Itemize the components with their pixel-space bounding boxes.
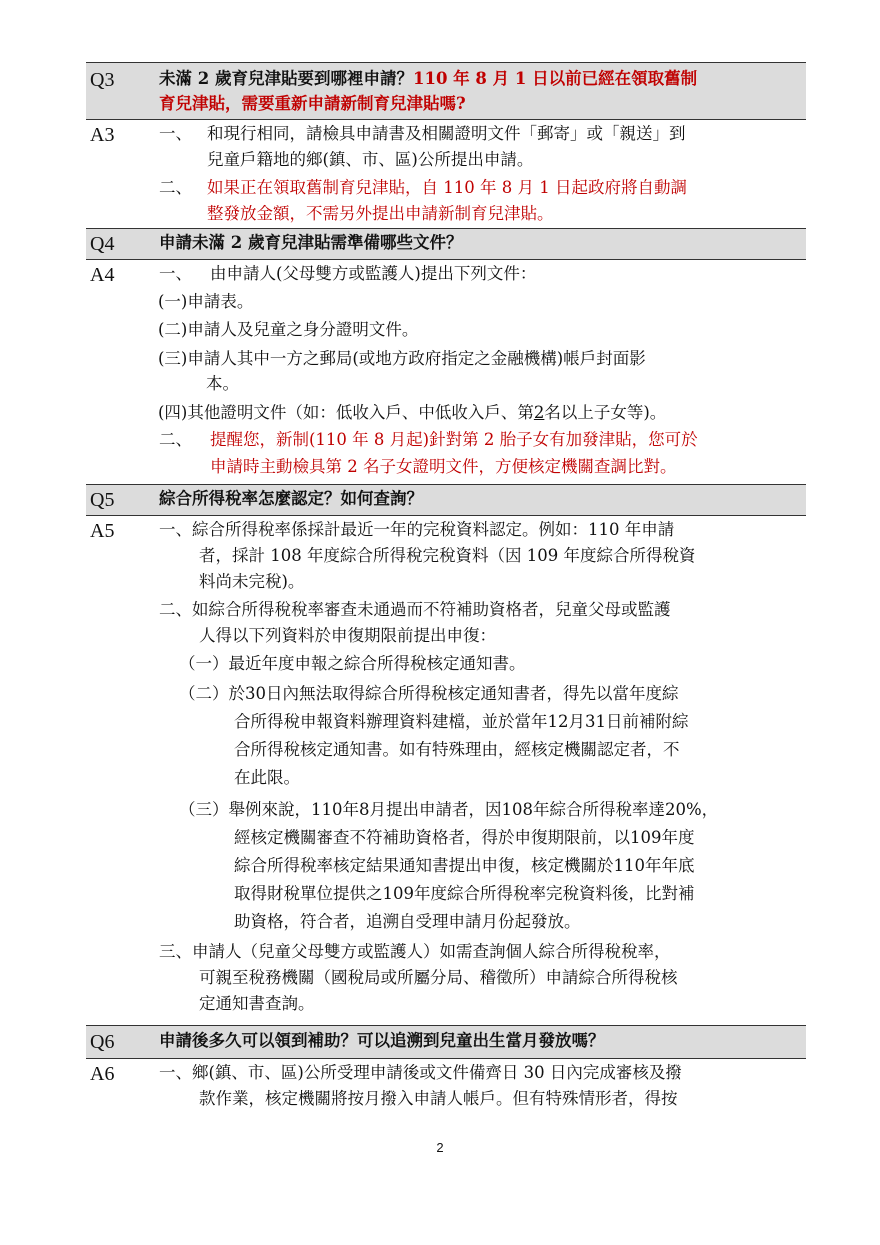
sub-item-text: (四)其他證明文件（如：低收入戶、中低收入戶、第 — [158, 403, 534, 422]
question-label: Q5 — [90, 489, 115, 511]
answer-text-line: 一、綜合所得稅率係採計最近一年的完稅資料認定。例如：110 年申請 — [159, 520, 675, 539]
page-number: 2 — [436, 1140, 444, 1155]
question-row-q5 — [86, 484, 806, 516]
answer-text-line: 整發放金額，不需另外提出申請新制育兒津貼。 — [207, 204, 554, 223]
answer-label: A5 — [90, 520, 115, 542]
answer-text-line: 料尚未完稅)。 — [199, 572, 305, 591]
answer-label: A4 — [90, 264, 115, 286]
question-text: 申請後多久可以領到補助？可以追溯到兒童出生當月發放嗎？ — [159, 1031, 605, 1050]
answer-text-line: 申請時主動檢具第 2 名子女證明文件，方便核定機關查調比對。 — [210, 457, 677, 476]
question-label: Q4 — [90, 233, 115, 255]
answer-text-line: 一、鄉(鎮、市、區)公所受理申請後或文件備齊日 30 日內完成審核及撥 — [159, 1063, 682, 1082]
sub-item — [158, 403, 666, 423]
sub-item: （三）舉例來說，110年8月提出申請者，因108年綜合所得稅率達20%， — [179, 800, 719, 819]
answer-text-line: 款作業，核定機關將按月撥入申請人帳戶。但有特殊情形者，得按 — [199, 1089, 678, 1108]
answer-text-line: 者，採計 108 年度綜合所得稅完稅資料（因 109 年度綜合所得稅資 — [199, 546, 696, 565]
answer-row-a5 — [86, 516, 806, 1026]
answer-row-a4 — [86, 260, 806, 485]
sub-item: (二)申請人及兒童之身分證明文件。 — [158, 320, 419, 339]
question-row-q4 — [86, 228, 806, 260]
answer-text-line: 可親至稅務機關（國稅局或所屬分局、稽徵所）申請綜合所得稅核 — [199, 968, 678, 987]
question-text-part: 未滿 2 歲育兒津貼要到哪裡申請？ — [159, 69, 413, 88]
sub-item: （一）最近年度申報之綜合所得稅核定通知書。 — [179, 654, 526, 673]
question-text-line: 育兒津貼，需要重新申請新制育兒津貼嗎? — [159, 94, 466, 113]
answer-text-line: 由申請人(父母雙方或監護人)提出下列文件： — [210, 264, 537, 283]
answer-text-line: 如果正在領取舊制育兒津貼，自 110 年 8 月 1 日起政府將自動調 — [207, 178, 687, 197]
answer-label: A6 — [90, 1063, 115, 1085]
question-row-q3 — [86, 62, 806, 120]
item-number: 二、 — [159, 430, 192, 449]
answer-text-line: 三、申請人（兒童父母雙方或監護人）如需查詢個人綜合所得稅稅率， — [159, 942, 671, 961]
item-number: 一、 — [159, 264, 192, 283]
sub-item-continuation: 本。 — [206, 374, 239, 393]
sub-item-continuation: 合所得稅核定通知書。如有特殊理由，經核定機關認定者，不 — [234, 740, 680, 759]
answer-text-line: 人得以下列資料於申復期限前提出申復： — [199, 626, 496, 645]
question-row-q6 — [86, 1025, 806, 1059]
answer-text-line: 定通知書查詢。 — [199, 994, 315, 1013]
question-text: 綜合所得稅率怎麼認定？如何查詢？ — [159, 489, 423, 508]
question-label: Q3 — [90, 69, 115, 91]
answer-text-line: 提醒您，新制(110 年 8 月起)針對第 2 胎子女有加發津貼，您可於 — [210, 430, 698, 449]
sub-item-underlined: 2 — [533, 403, 545, 422]
sub-item: (三)申請人其中一方之郵局(或地方政府指定之金融機構)帳戶封面影 — [158, 349, 646, 368]
answer-text-line: 二、如綜合所得稅稅率審查未通過而不符補助資格者，兒童父母或監護 — [159, 600, 671, 619]
question-text — [159, 69, 697, 89]
answer-row-a6 — [86, 1059, 806, 1119]
sub-item-continuation: 在此限。 — [234, 768, 300, 787]
sub-item-continuation: 助資格，符合者，追溯自受理申請月份起發放。 — [234, 912, 581, 931]
sub-item-continuation: 綜合所得稅率核定結果通知書提出申復，核定機關於110年年底 — [234, 856, 695, 875]
question-text-highlight: 110 年 8 月 1 日以前已經在領取舊制 — [412, 69, 698, 88]
item-number: 一、 — [159, 124, 192, 143]
answer-text-line: 兒童戶籍地的鄉(鎮、市、區)公所提出申請。 — [207, 150, 534, 169]
sub-item-text: 名以上子女等)。 — [544, 403, 667, 422]
question-text: 申請未滿 2 歲育兒津貼需準備哪些文件？ — [159, 233, 463, 252]
sub-item-continuation: 經核定機關審查不符補助資格者，得於申復期限前，以109年度 — [234, 828, 695, 847]
sub-item: (一)申請表。 — [158, 292, 254, 311]
sub-item-continuation: 合所得稅申報資料辦理資料建檔，並於當年12月31日前補附綜 — [234, 712, 689, 731]
question-label: Q6 — [90, 1031, 115, 1053]
answer-text-line: 和現行相同，請檢具申請書及相關證明文件「郵寄」或「親送」到 — [207, 124, 686, 143]
answer-label: A3 — [90, 124, 115, 146]
answer-row-a3 — [86, 120, 806, 228]
sub-item: （二）於30日內無法取得綜合所得稅核定通知書者，得先以當年度綜 — [179, 684, 679, 703]
item-number: 二、 — [159, 178, 192, 197]
sub-item-continuation: 取得財稅單位提供之109年度綜合所得稅率完稅資料後，比對補 — [234, 884, 695, 903]
